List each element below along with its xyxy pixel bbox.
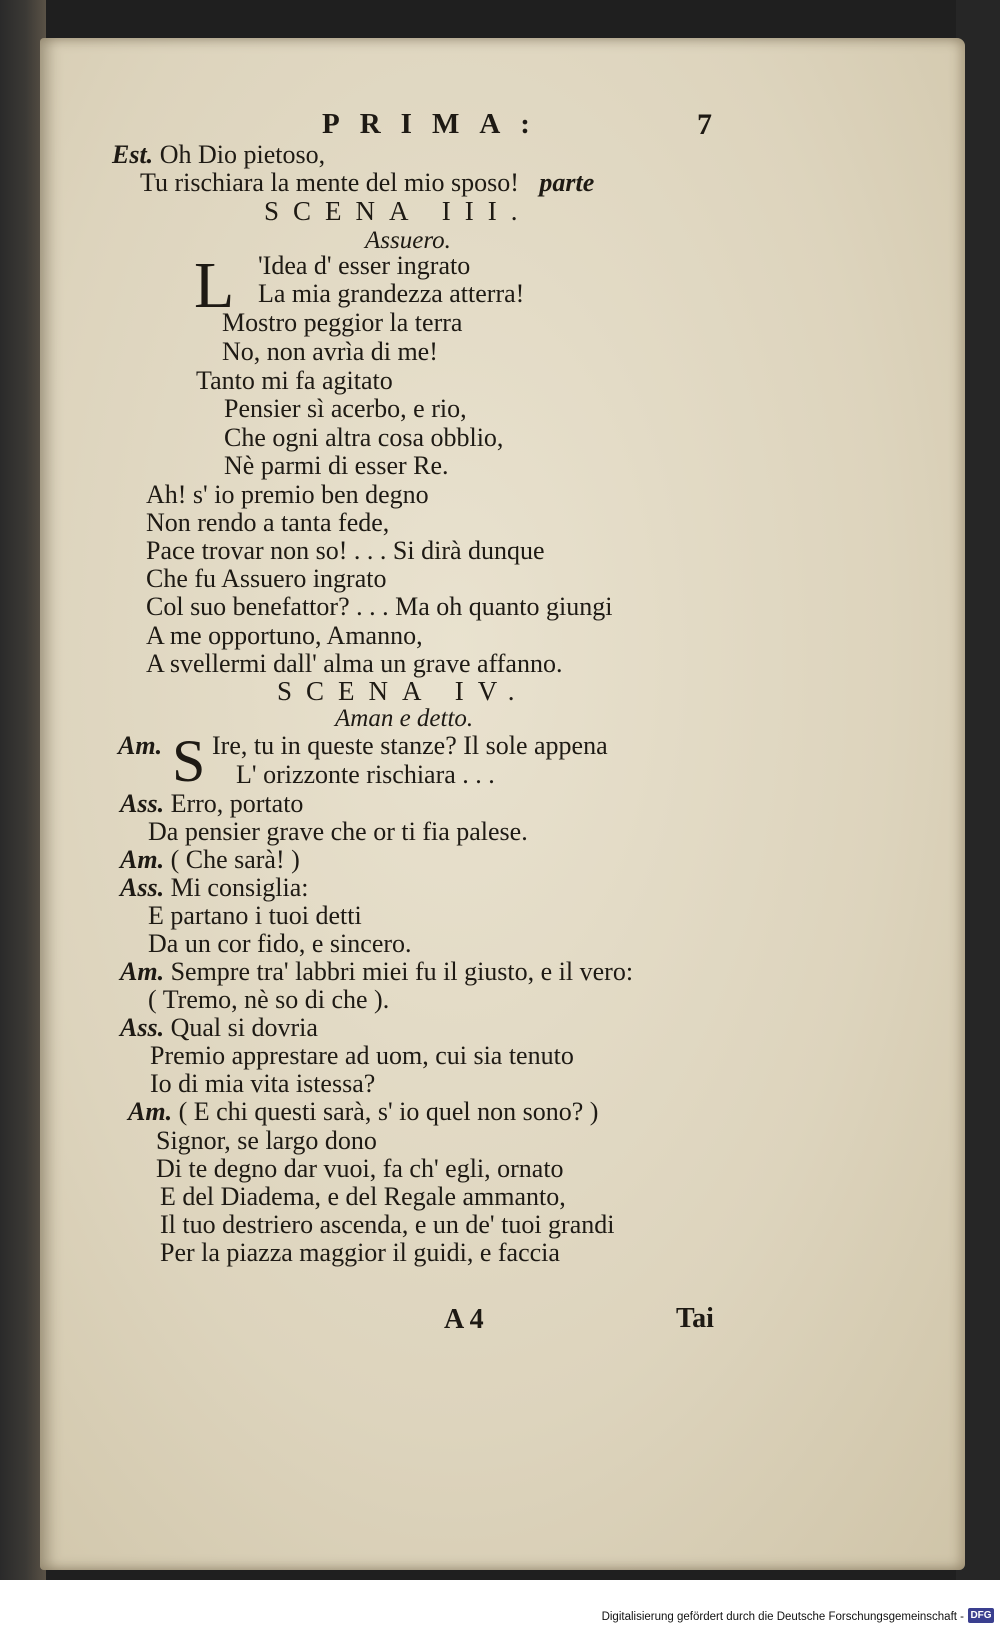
verse-line: Da pensier grave che or ti fia palese. (148, 817, 528, 846)
verse-line: Premio apprestare ad uom, cui sia tenuto (150, 1041, 574, 1070)
signature-mark: A 4 (444, 1304, 484, 1335)
credit-text: Digitalisierung gefördert durch die Deutsche Forschungsgemeinschaft - (601, 1611, 964, 1623)
verse-line: Ass. Qual si dovria (120, 1013, 318, 1042)
scene-heading: SCENA III. (264, 196, 532, 226)
verse-line: Pace trovar non so! . . . Si dirà dunque (146, 536, 545, 565)
speaker-label: Ass. (120, 1013, 165, 1042)
verse-line: Per la piazza maggior il guidi, e faccia (160, 1238, 560, 1267)
verse-line: Tu rischiara la mente del mio sposo! parte (140, 168, 595, 197)
speaker-label: Ass. (120, 789, 165, 818)
dfg-logo: DFG (968, 1608, 994, 1623)
verse-line: A svellermi dall' alma un grave affanno. (146, 649, 563, 678)
verse-line (118, 731, 162, 761)
verse-line: Non rendo a tanta fede, (146, 508, 390, 537)
speaker-label: Am. (120, 957, 165, 986)
verse-line: Signor, se largo dono (156, 1126, 377, 1155)
verse-line: Am. ( Che sarà! ) (120, 845, 300, 874)
verse-line: Am. Sempre tra' labbri miei fu il giusto, e il vero: (120, 957, 634, 986)
verse-line: Est. Oh Dio pietoso, (112, 140, 326, 169)
verse-line: Ass. Erro, portato (120, 789, 304, 818)
scene-heading: SCENA IV. (277, 676, 529, 706)
verse-line: Che ogni altra cosa obblio, (224, 423, 504, 452)
verse-line: E partano i tuoi detti (148, 901, 362, 930)
drop-capital: L (194, 249, 235, 322)
drop-capital: S (172, 728, 206, 794)
verse-line: Pensier sì acerbo, e rio, (224, 394, 467, 423)
verse-line: Il tuo destriero ascenda, e un de' tuoi grandi (160, 1210, 615, 1239)
catchword: Tai (676, 1303, 714, 1334)
stage-direction: parte (539, 168, 595, 197)
verse-line: Ah! s' io premio ben degno (146, 480, 429, 509)
scene-characters: Assuero. (365, 227, 451, 254)
page-number: 7 (697, 108, 712, 141)
verse-line: 'Idea d' esser ingrato (258, 251, 471, 280)
verse-line: La mia grandezza atterra! (258, 279, 525, 308)
verse-line: No, non avrìa di me! (222, 337, 438, 366)
verse-line: Am. ( E chi questi sarà, s' io quel non sono? ) (128, 1097, 599, 1126)
verse-line: E del Diadema, e del Regale ammanto, (160, 1182, 566, 1211)
speaker-label: Ass. (120, 873, 165, 902)
verse-line: Ire, tu in queste stanze? Il sole appena (212, 731, 608, 760)
verse-line: ( Tremo, nè so di che ). (148, 985, 390, 1014)
verse-line: Ass. Mi consiglia: (120, 873, 309, 902)
verse-line: Da un cor fido, e sincero. (148, 929, 412, 958)
verse-line: Mostro peggior la terra (222, 308, 463, 337)
verse-line: Col suo benefattor? . . . Ma oh quanto giungi (146, 592, 613, 621)
scene-characters: Aman e detto. (335, 705, 474, 732)
verse-line: L' orizzonte rischiara . . . (236, 760, 495, 789)
verse-line: Io di mia vita istessa? (150, 1069, 376, 1098)
speaker-label: Am. (118, 731, 163, 760)
verse-line: Tanto mi fa agitato (196, 366, 393, 395)
page-header (0, 108, 1000, 144)
verse-line: A me opportuno, Amanno, (146, 621, 423, 650)
speaker-label: Est. (112, 140, 154, 169)
speaker-label: Am. (120, 845, 165, 874)
verse-line: Che fu Assuero ingrato (146, 564, 387, 593)
running-head: PRIMA: (322, 108, 550, 140)
speaker-label: Am. (128, 1097, 173, 1126)
verse-line: Di te degno dar vuoi, fa ch' egli, ornato (156, 1154, 564, 1183)
verse-line: Nè parmi di esser Re. (224, 451, 449, 480)
